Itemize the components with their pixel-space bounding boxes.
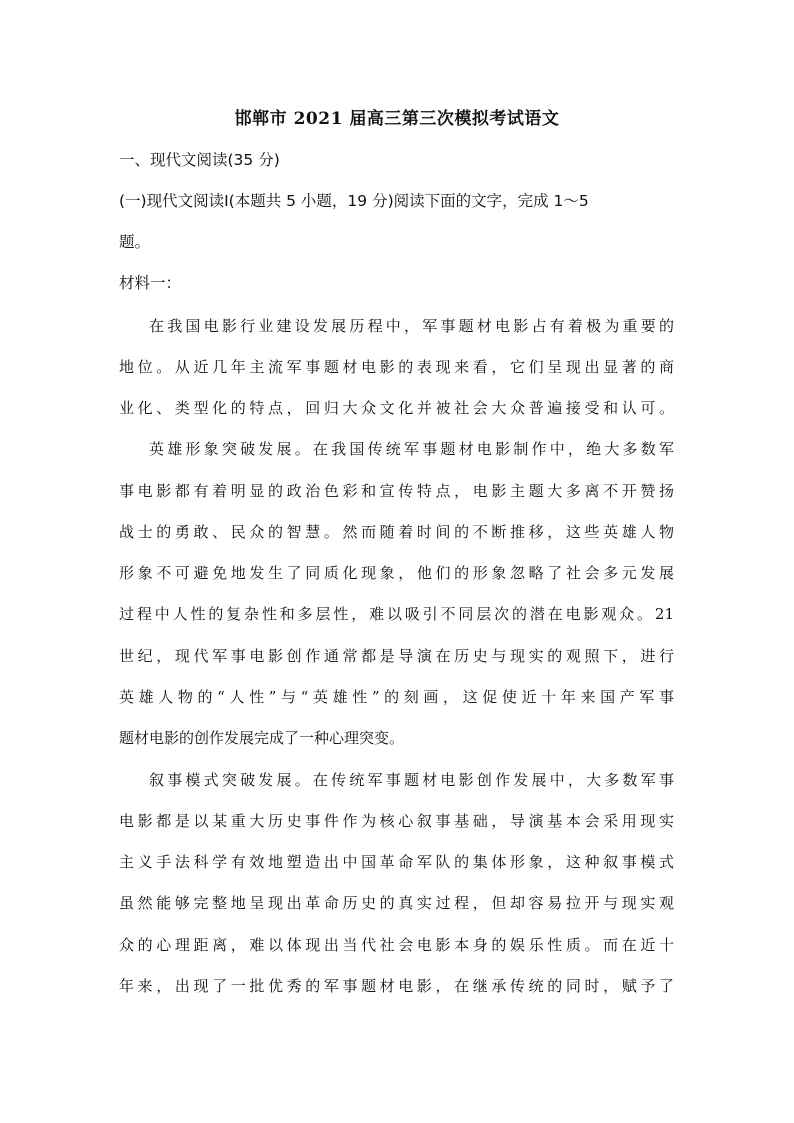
paragraph-2-line-4: 形象不可避免地发生了同质化现象，他们的形象忽略了社会多元发展 [119, 564, 674, 582]
paragraph-2-line-1: 英雄形象突破发展。在我国传统军事题材电影制作中，绝大多数军 [149, 440, 674, 458]
paragraph-2-line-5: 过程中人性的复杂性和多层性，难以吸引不同层次的潜在电影观众。21 [119, 605, 674, 623]
paragraph-2-line-3: 战士的勇敢、民众的智慧。然而随着时间的不断推移，这些英雄人物 [119, 523, 674, 541]
paragraph-3-line-3: 主义手法科学有效地塑造出中国革命军队的集体形象，这种叙事模式 [119, 853, 674, 871]
paragraph-3-line-6: 年来，出现了一批优秀的军事题材电影，在继承传统的同时，赋予了 [119, 977, 674, 995]
subsection-heading-line-1: (一)现代文阅读Ⅰ(本题共 5 小题，19 分)阅读下面的文字，完成 1～5 [119, 192, 589, 210]
paragraph-3-line-4: 虽然能够完整地呈现出革命历史的真实过程，但却容易拉开与现实观 [119, 894, 674, 912]
paragraph-3-line-5: 众的心理距离，难以体现出当代社会电影本身的娱乐性质。而在近十 [119, 936, 674, 954]
section-heading: 一、现代文阅读(35 分) [119, 151, 280, 169]
paragraph-1-line-3: 业化、类型化的特点，回归大众文化并被社会大众普遍接受和认可。 [119, 399, 674, 417]
document-title: 邯郸市 2021 届高三第三次模拟考试语文 [234, 109, 560, 129]
paragraph-1-line-1: 在我国电影行业建设发展历程中，军事题材电影占有着极为重要的 [149, 317, 674, 335]
paragraph-2-line-2: 事电影都有着明显的政治色彩和宣传特点，电影主题大多离不开赞扬 [119, 482, 674, 500]
paragraph-2-line-8: 题材电影的创作发展完成了一种心理突变。 [119, 729, 405, 747]
paragraph-1-line-2: 地位。从近几年主流军事题材电影的表现来看，它们呈现出显著的商 [119, 358, 674, 376]
subsection-heading-line-2: 题。 [119, 233, 151, 251]
material-label: 材料一： [119, 274, 182, 292]
paragraph-2-line-7: 英雄人物的“人性”与“英雄性”的刻画，这促使近十年来国产军事 [119, 688, 674, 706]
paragraph-3-line-1: 叙事模式突破发展。在传统军事题材电影创作发展中，大多数军事 [149, 771, 674, 789]
paragraph-3-line-2: 电影都是以某重大历史事件作为核心叙事基础，导演基本会采用现实 [119, 812, 674, 830]
paragraph-2-line-6: 世纪，现代军事电影创作通常都是导演在历史与现实的观照下，进行 [119, 647, 674, 665]
